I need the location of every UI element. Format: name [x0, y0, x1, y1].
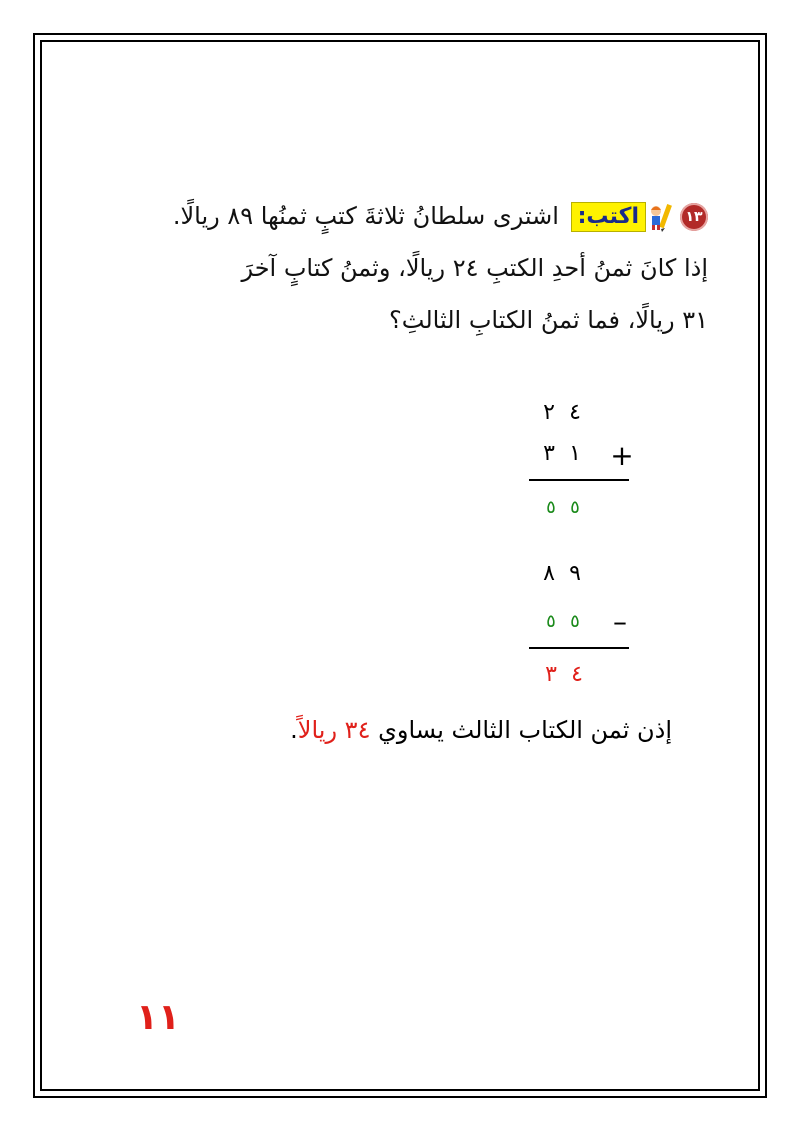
answer-sentence [72, 710, 672, 750]
addition-rule [529, 479, 629, 481]
digit: ٥ [546, 611, 556, 632]
answer-period: . [290, 716, 298, 744]
minus-operator: – [613, 605, 627, 638]
answer-value: ٣٤ ريالاً [297, 716, 371, 744]
digit: ٨ [543, 561, 555, 586]
digit: ٣ [543, 441, 555, 466]
digit: ١ [569, 441, 581, 466]
problem-line-1 [88, 190, 708, 242]
problem-line-2: إذا كانَ ثمنُ أحدِ الكتبِ ٢٤ ريالًا، وثمنُ كتابٍ آخرَ [241, 254, 708, 282]
digit: ٩ [569, 561, 581, 586]
answer-text: إذن ثمن الكتاب الثالث يساوي [378, 716, 672, 744]
digit: ٤ [571, 662, 583, 687]
subtraction-rule [529, 647, 629, 649]
digit: ٢ [543, 400, 555, 425]
write-tag: اكتب: [571, 202, 646, 232]
page-number: ١١ [136, 997, 180, 1038]
digit: ٥ [546, 497, 556, 518]
pencil-kid-icon [648, 202, 674, 232]
problem-text-1: اشترى سلطانُ ثلاثةَ كتبٍ ثمنُها ٨٩ ريالًا. [172, 202, 559, 230]
problem-statement [88, 190, 708, 346]
digit: ٤ [569, 400, 581, 425]
digit: ٥ [570, 497, 580, 518]
problem-line-3: ٣١ ريالًا، فما ثمنُ الكتابِ الثالثِ؟ [389, 306, 708, 334]
digit: ٣ [545, 662, 557, 687]
plus-operator: + [610, 439, 634, 472]
digit: ٥ [570, 611, 580, 632]
problem-number-badge: ١٣ [680, 203, 708, 231]
